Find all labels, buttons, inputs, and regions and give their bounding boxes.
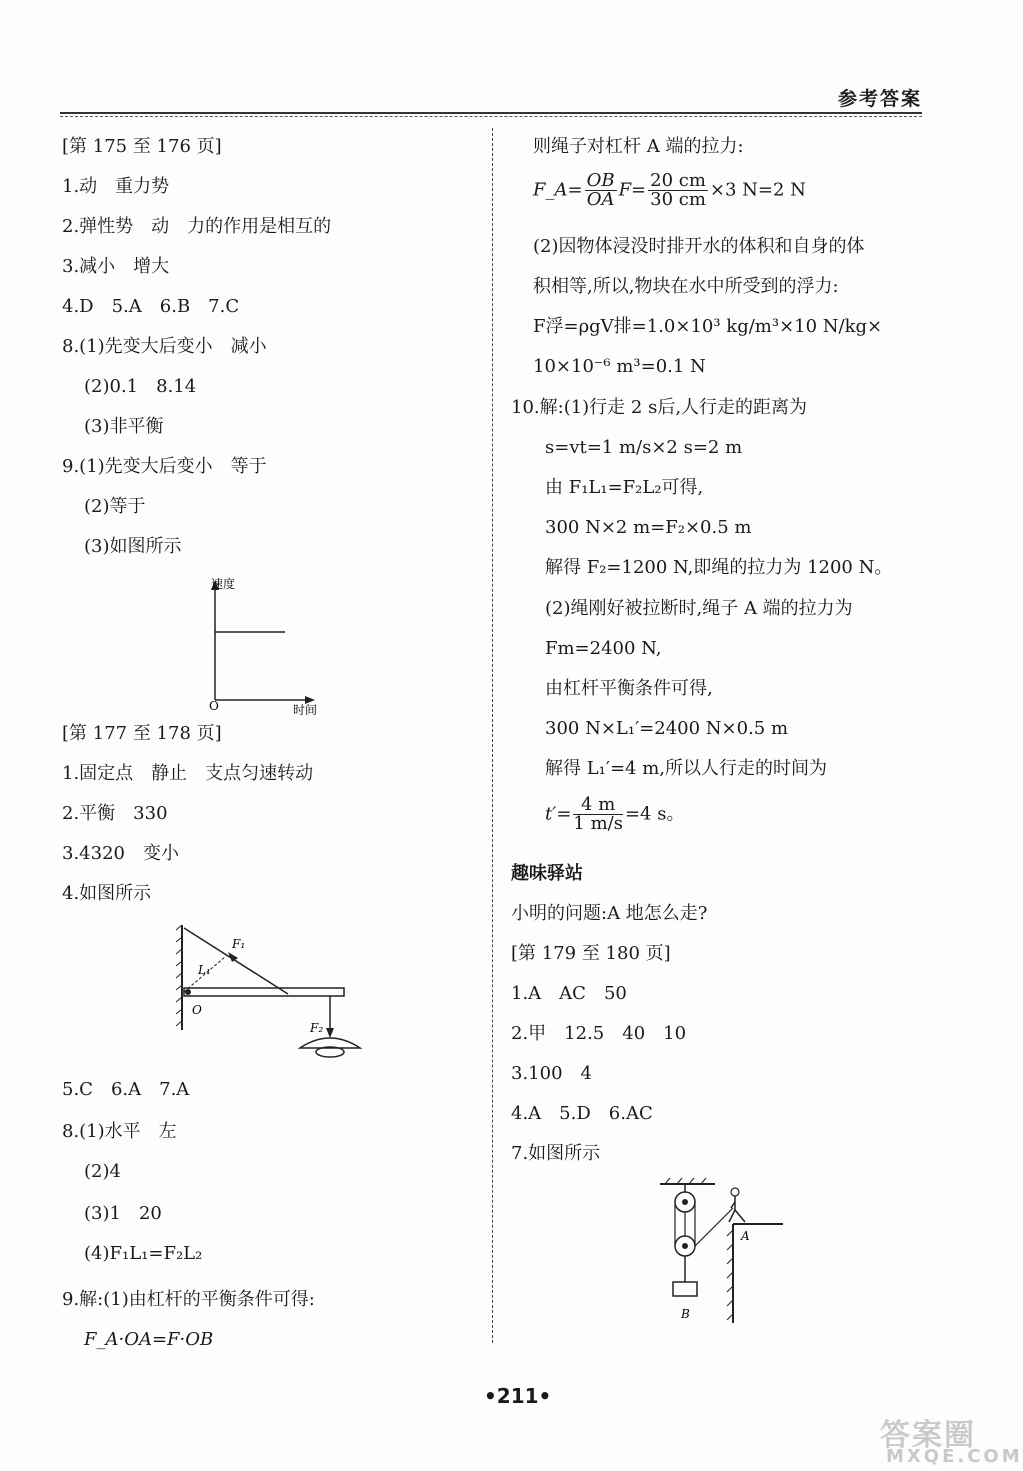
- formula-rhs: ×3 N=2 N: [709, 179, 806, 201]
- solution-line: s=vt=1 m/s×2 s=2 m: [545, 437, 743, 458]
- solution-line: 小明的问题:A 地怎么走?: [511, 903, 708, 924]
- page-number: •211•: [484, 1384, 552, 1408]
- l1-label: L₁: [198, 963, 211, 977]
- solution-line: 解得 L₁′=4 m,所以人行走的时间为: [545, 758, 828, 779]
- fraction-ob-oa: [585, 172, 617, 209]
- answer-line: 8.(1)水平 左: [62, 1121, 177, 1142]
- f2-label: F₂: [310, 1021, 324, 1035]
- formula-mid: F=: [618, 179, 647, 201]
- solution-line: 则绳子对杠杆 A 端的拉力:: [533, 136, 744, 157]
- f1-label: F₁: [232, 937, 246, 951]
- solution-line: 由 F₁L₁=F₂L₂可得,: [545, 477, 704, 498]
- formula-lhs: t′=: [545, 803, 572, 825]
- answer-line: 2.平衡 330: [62, 803, 168, 824]
- fraction-numerator: 20 cm: [650, 170, 706, 191]
- column-divider: [492, 128, 493, 1343]
- header-rule-dashed: [60, 116, 922, 117]
- block-b-label: B: [681, 1307, 690, 1321]
- fraction-denominator: 30 cm: [650, 189, 706, 210]
- answer-line: (3)非平衡: [84, 416, 164, 437]
- answer-line: 1.动 重力势: [62, 176, 170, 197]
- solution-line: 10×10⁻⁶ m³=0.1 N: [533, 356, 706, 377]
- lever-lamp-figure: [170, 920, 370, 1070]
- answer-line: 9.解:(1)由杠杆的平衡条件可得:: [62, 1289, 315, 1310]
- answer-line: 7.如图所示: [511, 1143, 601, 1164]
- answer-line: (2)等于: [84, 496, 146, 517]
- speed-time-graph: [195, 570, 335, 715]
- answer-line: (2)0.1 8.14: [84, 376, 197, 397]
- section-header-179: [第 179 至 180 页]: [511, 943, 671, 964]
- graph-origin: O: [209, 699, 219, 713]
- answer-line: 5.C 6.A 7.A: [62, 1079, 190, 1100]
- answer-line: 1.固定点 静止 支点匀速转动: [62, 763, 314, 784]
- formula-lhs: F_A=: [533, 179, 583, 201]
- answer-line: 2.弹性势 动 力的作用是相互的: [62, 216, 332, 237]
- section-header-177: [第 177 至 178 页]: [62, 723, 222, 744]
- solution-line: 300 N×L₁′=2400 N×0.5 m: [545, 718, 789, 739]
- formula-line: [545, 796, 684, 833]
- solution-line: 由杠杆平衡条件可得,: [545, 678, 713, 699]
- answer-line: 2.甲 12.5 40 10: [511, 1023, 687, 1044]
- solution-line: 300 N×2 m=F₂×0.5 m: [545, 517, 752, 538]
- answer-line: 8.(1)先变大后变小 减小: [62, 336, 267, 357]
- answer-line: 4.A 5.D 6.AC: [511, 1103, 653, 1124]
- answer-line: 1.A AC 50: [511, 983, 627, 1004]
- answer-line: F_A·OA=F·OB: [84, 1329, 214, 1350]
- pulley-figure: [655, 1178, 795, 1326]
- section-title-fun-station: 趣味驿站: [511, 863, 583, 884]
- watermark-url: MXQE.COM: [886, 1446, 1023, 1467]
- watermark-logo: 答案圈: [880, 1418, 976, 1453]
- answer-line: 9.(1)先变大后变小 等于: [62, 456, 267, 477]
- answer-line: (2)4: [84, 1161, 121, 1182]
- point-a-label: A: [741, 1229, 750, 1243]
- fraction-numerator: OB: [586, 170, 615, 191]
- graph-xlabel: 时间: [293, 703, 318, 717]
- fraction-denominator: OA: [586, 189, 615, 210]
- answer-line: (3)1 20: [84, 1203, 162, 1224]
- answer-line: 3.减小 增大: [62, 256, 170, 277]
- graph-ylabel: 速度: [211, 577, 236, 591]
- answer-line: 3.4320 变小: [62, 843, 179, 864]
- solution-line: 解得 F₂=1200 N,即绳的拉力为 1200 N。: [545, 557, 893, 578]
- o-label: O: [192, 1003, 202, 1017]
- solution-line: Fm=2400 N,: [545, 638, 662, 659]
- answer-line: (3)如图所示: [84, 536, 182, 557]
- fraction-time: [573, 796, 623, 833]
- header-title: 参考答案: [837, 88, 922, 110]
- fraction-numerator: 4 m: [573, 796, 623, 815]
- answer-line: 3.100 4: [511, 1063, 592, 1084]
- solution-line: (2)因物体浸没时排开水的体积和自身的体: [533, 236, 865, 257]
- solution-line: (2)绳刚好被拉断时,绳子 A 端的拉力为: [545, 598, 853, 619]
- header-rule: [60, 112, 922, 114]
- answer-line: (4)F₁L₁=F₂L₂: [84, 1243, 203, 1264]
- section-header-175: [第 175 至 176 页]: [62, 136, 222, 157]
- solution-line: 10.解:(1)行走 2 s后,人行走的距离为: [511, 397, 808, 418]
- formula-rhs: =4 s。: [624, 803, 685, 825]
- formula-line: [533, 172, 806, 209]
- answer-line: 4.如图所示: [62, 883, 152, 904]
- answer-line: 4.D 5.A 6.B 7.C: [62, 296, 240, 317]
- fraction-denominator: 1 m/s: [573, 813, 623, 834]
- solution-line: 积相等,所以,物块在水中所受到的浮力:: [533, 276, 839, 297]
- fraction-cm: [648, 172, 708, 209]
- solution-line: F浮=ρgV排=1.0×10³ kg/m³×10 N/kg×: [533, 316, 883, 337]
